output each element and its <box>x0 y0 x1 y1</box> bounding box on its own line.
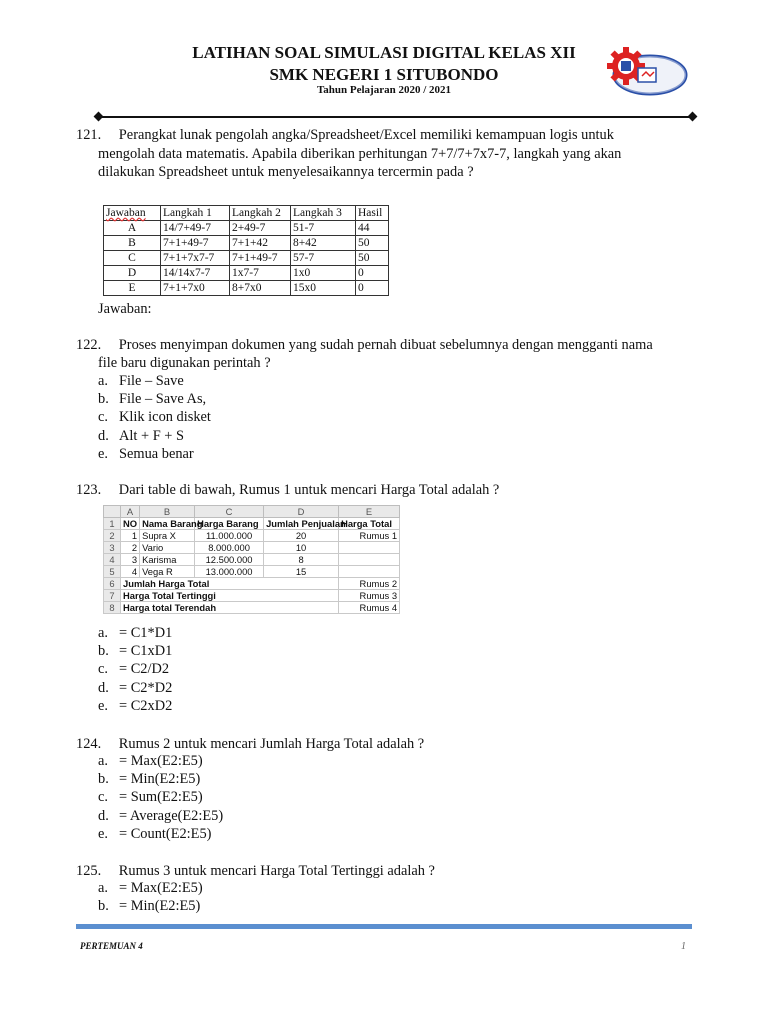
question-text-line: mengolah data matematis. Apabila diberikan perhitungan 7+7/7+7x7-7, langkah yang akan <box>98 146 622 162</box>
table-cell: 20 <box>264 530 339 542</box>
summary-value: Rumus 3 <box>339 590 400 602</box>
table-cell <box>339 542 400 554</box>
option-a <box>98 752 223 770</box>
question-number: 121. <box>76 127 102 143</box>
question-text-line: Perangkat lunak pengolah angka/Spreadsheet/Excel memiliki kemampuan logis untuk <box>118 127 614 143</box>
table-cell: 8+7x0 <box>230 281 291 296</box>
question-121 <box>76 126 614 144</box>
option-text: = C2xD2 <box>119 697 173 714</box>
table-cell: 7+1+7x7-7 <box>161 251 230 266</box>
table-cell: 1x0 <box>291 266 356 281</box>
table-cell: 15 <box>264 566 339 578</box>
option-letter: b. <box>98 898 109 915</box>
summary-row <box>104 578 400 590</box>
table-cell: D <box>104 266 161 281</box>
table-header-cell: Jumlah Penjualan <box>264 518 339 530</box>
option-text: = Sum(E2:E5) <box>119 789 203 806</box>
table-header-row <box>104 518 400 530</box>
option-d <box>98 427 211 445</box>
table-cell: B <box>104 236 161 251</box>
summary-label: Harga total Terendah <box>121 602 339 614</box>
table-row <box>104 566 400 578</box>
option-letter: b. <box>98 643 109 660</box>
option-e <box>98 445 211 463</box>
table-row <box>104 554 400 566</box>
table-cell: 2 <box>121 542 140 554</box>
table-cell: 14/14x7-7 <box>161 266 230 281</box>
summary-row <box>104 590 400 602</box>
question-122 <box>76 336 653 354</box>
table-cell: 0 <box>356 266 389 281</box>
table-cell: 1 <box>121 530 140 542</box>
column-letter: A <box>121 506 140 518</box>
table-header-cell: Langkah 3 <box>291 206 356 221</box>
table-cell: 44 <box>356 221 389 236</box>
option-c <box>98 660 172 678</box>
table-cell: 14/7+49-7 <box>161 221 230 236</box>
steps-table <box>103 205 389 296</box>
table-row <box>104 251 389 266</box>
table-cell: 7+1+49-7 <box>230 251 291 266</box>
option-text: Klik icon disket <box>119 409 211 426</box>
row-number: 1 <box>104 518 121 530</box>
option-letter: c. <box>98 409 108 426</box>
table-header-cell: NO <box>121 518 140 530</box>
table-header-cell: Langkah 2 <box>230 206 291 221</box>
table-cell: A <box>104 221 161 236</box>
row-number: 7 <box>104 590 121 602</box>
option-letter: b. <box>98 771 109 788</box>
option-a <box>98 624 172 642</box>
option-text: = C2*D2 <box>119 679 173 696</box>
table-header-cell: Hasil <box>356 206 389 221</box>
question-124 <box>76 735 424 753</box>
option-e <box>98 825 223 843</box>
corner-cell <box>104 506 121 518</box>
table-cell: 7+1+49-7 <box>161 236 230 251</box>
option-text: File – Save As, <box>119 391 207 408</box>
option-letter: a. <box>98 625 108 641</box>
question-number: 125. <box>76 863 102 879</box>
table-row <box>104 236 389 251</box>
option-c <box>98 788 223 806</box>
table-cell: 2+49-7 <box>230 221 291 236</box>
header-divider <box>98 116 692 118</box>
answer-label: Jawaban: <box>98 301 152 317</box>
table-header-cell: Langkah 1 <box>161 206 230 221</box>
option-text: = C1xD1 <box>119 643 173 660</box>
column-letter: C <box>195 506 264 518</box>
options-124 <box>98 752 223 843</box>
table-header-row <box>104 206 389 221</box>
summary-label: Harga Total Tertinggi <box>121 590 339 602</box>
table-row <box>104 281 389 296</box>
question-text-line: dilakukan Spreadsheet untuk menyelesaikannya tercermin pada ? <box>98 164 474 180</box>
table-cell: 7+1+42 <box>230 236 291 251</box>
table-cell: 51-7 <box>291 221 356 236</box>
table-row <box>104 530 400 542</box>
row-number: 3 <box>104 542 121 554</box>
option-text: Semua benar <box>119 445 194 462</box>
option-text: = Min(E2:E5) <box>119 771 201 788</box>
option-letter: e. <box>98 697 108 714</box>
table-cell: 0 <box>356 281 389 296</box>
options-122 <box>98 372 211 463</box>
question-text-line: Rumus 2 untuk mencari Jumlah Harga Total adalah ? <box>118 736 425 752</box>
options-123 <box>98 624 172 715</box>
table-cell: 11.000.000 <box>195 530 264 542</box>
question-number: 123. <box>76 482 102 498</box>
option-text: = C2/D2 <box>119 661 170 678</box>
rule-right-diamond <box>688 112 698 122</box>
page-number: 1 <box>681 941 686 952</box>
table-cell: C <box>104 251 161 266</box>
academic-year: Tahun Pelajaran 2020 / 2021 <box>316 84 452 96</box>
option-b <box>98 770 223 788</box>
option-c <box>98 408 211 426</box>
option-letter: d. <box>98 427 109 444</box>
option-letter: a. <box>98 753 108 769</box>
table-cell: 8.000.000 <box>195 542 264 554</box>
option-letter: e. <box>98 825 108 842</box>
option-letter: b. <box>98 391 109 408</box>
row-number: 8 <box>104 602 121 614</box>
row-number: 6 <box>104 578 121 590</box>
option-text: = Average(E2:E5) <box>119 807 224 824</box>
option-letter: d. <box>98 679 109 696</box>
table-cell: 7+1+7x0 <box>161 281 230 296</box>
option-d <box>98 807 223 825</box>
column-letter: B <box>140 506 195 518</box>
row-number: 5 <box>104 566 121 578</box>
table-header-cell: Jawaban <box>104 206 161 221</box>
option-b <box>98 897 203 915</box>
question-number: 122. <box>76 337 102 353</box>
document-title: LATIHAN SOAL SIMULASI DIGITAL KELAS XII <box>192 43 576 62</box>
option-text: = C1*D1 <box>119 625 173 641</box>
column-letter: D <box>264 506 339 518</box>
table-row <box>104 542 400 554</box>
column-header-row <box>104 506 400 518</box>
option-letter: a. <box>98 880 108 896</box>
school-name: SMK NEGERI 1 SITUBONDO <box>269 65 499 84</box>
option-letter: d. <box>98 807 109 824</box>
table-cell <box>339 566 400 578</box>
table-cell: Supra X <box>140 530 195 542</box>
table-cell: 50 <box>356 236 389 251</box>
summary-label: Jumlah Harga Total <box>121 578 339 590</box>
options-125 <box>98 879 203 915</box>
option-b <box>98 642 172 660</box>
option-letter: e. <box>98 445 108 462</box>
option-letter: c. <box>98 789 108 806</box>
table-cell: Vario <box>140 542 195 554</box>
question-number: 124. <box>76 736 102 752</box>
option-d <box>98 679 172 697</box>
table-cell: 12.500.000 <box>195 554 264 566</box>
table-cell <box>339 554 400 566</box>
table-cell: 8 <box>264 554 339 566</box>
option-letter: c. <box>98 661 108 678</box>
option-text: = Count(E2:E5) <box>119 825 212 842</box>
option-text: = Max(E2:E5) <box>119 753 203 769</box>
question-text-line: Rumus 3 untuk mencari Harga Total Tertinggi adalah ? <box>118 863 435 879</box>
question-125 <box>76 862 435 880</box>
option-a <box>98 879 203 897</box>
option-letter: a. <box>98 373 108 389</box>
table-row <box>104 266 389 281</box>
table-header-cell: Harga Barang <box>195 518 264 530</box>
table-cell: Vega R <box>140 566 195 578</box>
option-e <box>98 697 172 715</box>
table-cell: 50 <box>356 251 389 266</box>
question-text-line: file baru digunakan perintah ? <box>98 355 271 371</box>
summary-value: Rumus 4 <box>339 602 400 614</box>
question-text-line: Dari table di bawah, Rumus 1 untuk mencari Harga Total adalah ? <box>118 482 500 498</box>
table-cell: 13.000.000 <box>195 566 264 578</box>
question-123 <box>76 481 499 499</box>
summary-row <box>104 602 400 614</box>
spreadsheet-table <box>103 505 400 614</box>
option-text: = Min(E2:E5) <box>119 898 201 915</box>
option-text: File – Save <box>119 373 184 389</box>
table-row <box>104 221 389 236</box>
table-cell: 3 <box>121 554 140 566</box>
table-cell: 15x0 <box>291 281 356 296</box>
option-a <box>98 372 211 390</box>
footer-bar <box>76 924 692 929</box>
table-cell: 10 <box>264 542 339 554</box>
row-number: 4 <box>104 554 121 566</box>
option-b <box>98 390 211 408</box>
table-cell: Rumus 1 <box>339 530 400 542</box>
table-cell: 4 <box>121 566 140 578</box>
school-logo <box>604 44 688 100</box>
table-header-cell: Harga Total <box>339 518 400 530</box>
row-number: 2 <box>104 530 121 542</box>
footer-meeting-label: PERTEMUAN 4 <box>80 941 143 951</box>
column-letter: E <box>339 506 400 518</box>
question-text-line: Proses menyimpan dokumen yang sudah pernah dibuat sebelumnya dengan mengganti nama <box>118 337 653 353</box>
option-text: = Max(E2:E5) <box>119 880 203 896</box>
table-cell: 8+42 <box>291 236 356 251</box>
table-cell: Karisma <box>140 554 195 566</box>
table-header-cell: Nama Barang <box>140 518 195 530</box>
option-text: Alt + F + S <box>119 427 185 444</box>
table-cell: 57-7 <box>291 251 356 266</box>
table-cell: 1x7-7 <box>230 266 291 281</box>
table-cell: E <box>104 281 161 296</box>
summary-value: Rumus 2 <box>339 578 400 590</box>
